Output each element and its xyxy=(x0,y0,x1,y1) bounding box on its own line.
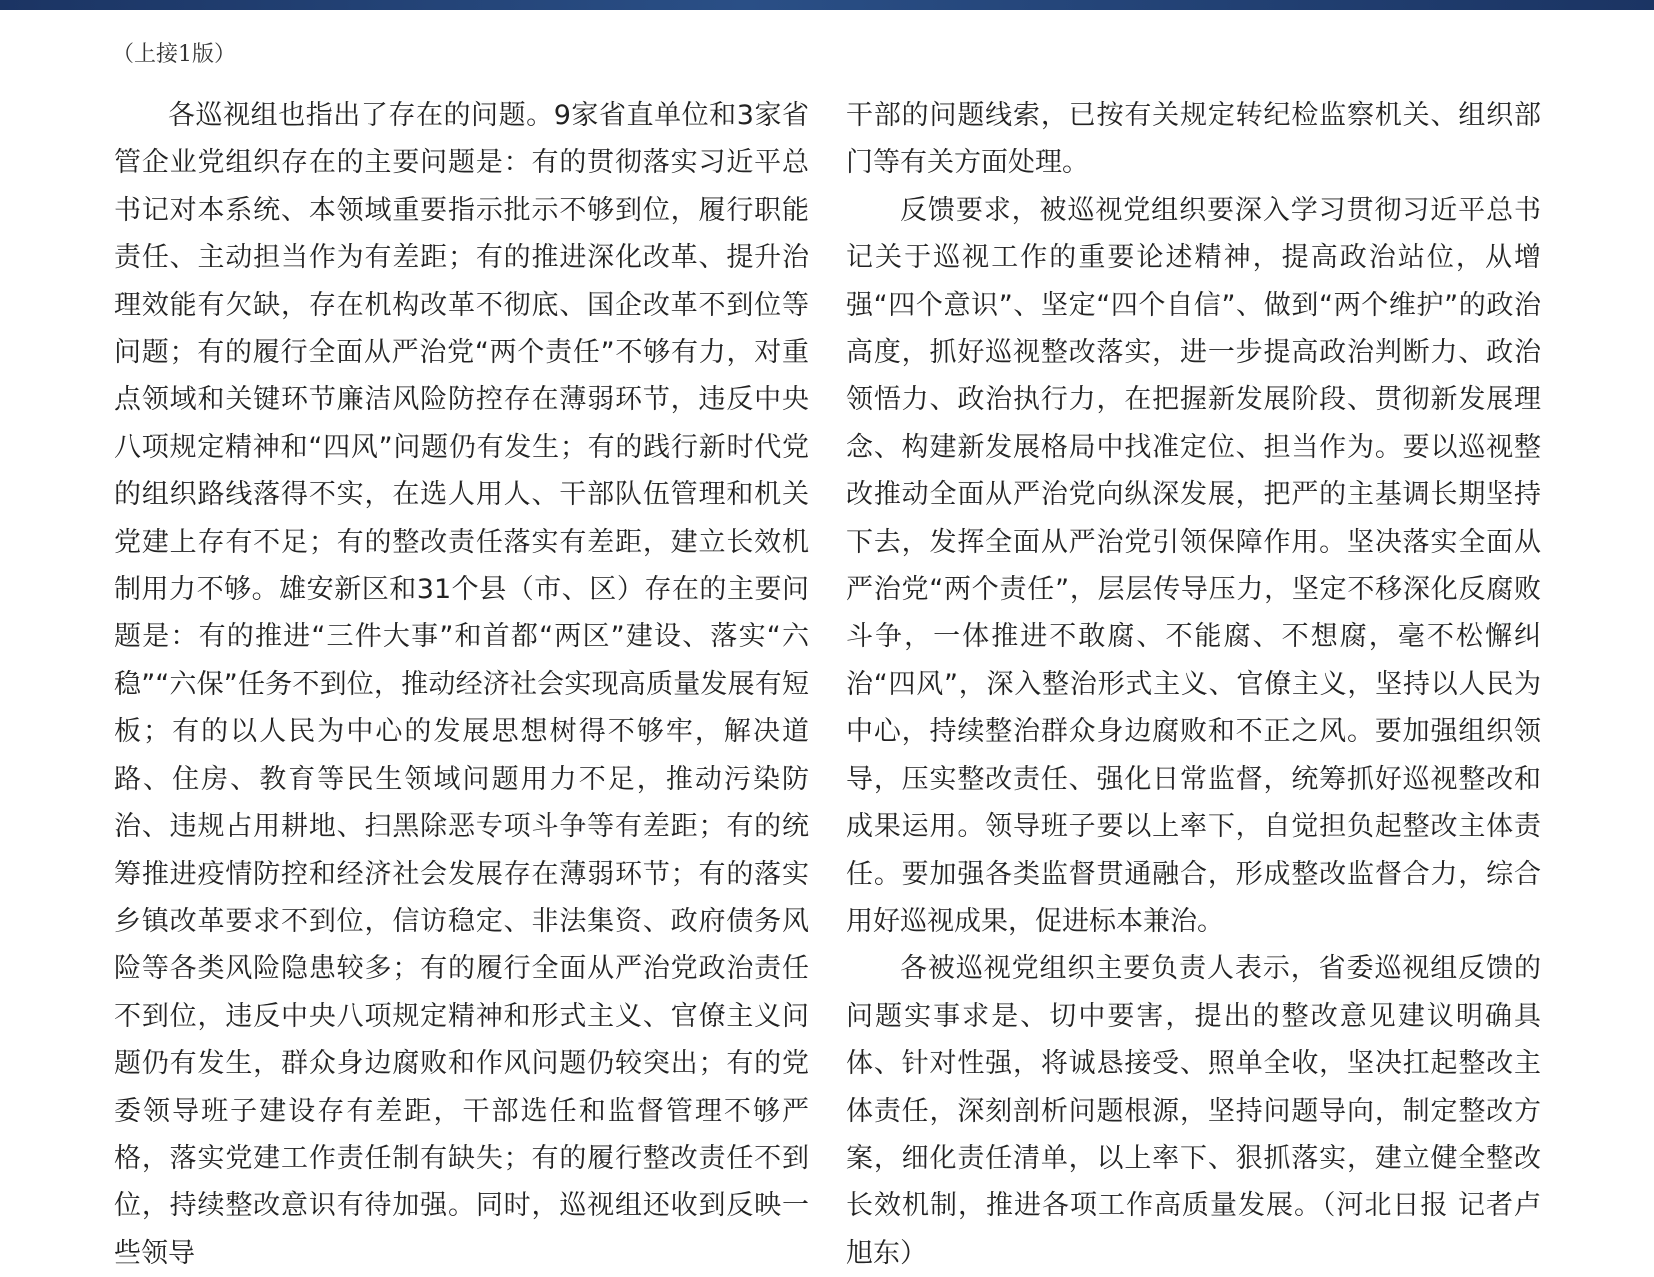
article-paragraph-continued: 干部的问题线索，已按有关规定转纪检监察机关、组织部门等有关方面处理。 xyxy=(846,100,1541,179)
article-paragraph: 各被巡视党组织主要负责人表示，省委巡视组反馈的问题实事求是、切中要害，提出的整改意见建议明确具体、针对性强，将诚恳接受、照单全收，坚决扛起整改主体责任，深刻剖析问题根源，坚持问题导向，制定整改方案，细化责任清单，以上率下、狠抓落实，建立健全整改长效机制，推进各项工作高质量发展。（河北日报 记者卢旭东） xyxy=(846,953,1541,1269)
top-color-bar xyxy=(0,0,1654,10)
article-column-right xyxy=(846,92,1541,1277)
continuation-note: （上接1版） xyxy=(112,42,236,67)
article-paragraph: 反馈要求，被巡视党组织要深入学习贯彻习近平总书记关于巡视工作的重要论述精神，提高政治站位，从增强“四个意识”、坚定“四个自信”、做到“两个维护”的政治高度，抓好巡视整改落实，进一步提高政治判断力、政治领悟力、政治执行力，在把握新发展阶段、贯彻新发展理念、构建新发展格局中找准定位、担当作为。要以巡视整改推动全面从严治党向纵深发展，把严的主基调长期坚持下去，发挥全面从严治党引领保障作用。坚决落实全面从严治党“两个责任”，层层传导压力，坚定不移深化反腐败斗争，一体推进不敢腐、不能腐、不想腐，毫不松懈纠治“四风”，深入整治形式主义、官僚主义，坚持以人民为中心，持续整治群众身边腐败和不正之风。要加强组织领导，压实整改责任、强化日常监督，统筹抓好巡视整改和成果运用。领导班子要以上率下，自觉担负起整改主体责任。要加强各类监督贯通融合，形成整改监督合力，综合用好巡视成果，促进标本兼治。 xyxy=(846,194,1541,937)
article-paragraph: 各巡视组也指出了存在的问题。9家省直单位和3家省管企业党组织存在的主要问题是：有的贯彻落实习近平总书记对本系统、本领域重要指示批示不够到位，履行职能责任、主动担当作为有差距；有的推进深化改革、提升治理效能有欠缺，存在机构改革不彻底、国企改革不到位等问题；有的履行全面从严治党“两个责任”不够有力，对重点领域和关键环节廉洁风险防控存在薄弱环节，违反中央八项规定精神和“四风”问题仍有发生；有的践行新时代党的组织路线落得不实，在选人用人、干部队伍管理和机关党建上存有不足；有的整改责任落实有差距，建立长效机制用力不够。雄安新区和31个县（市、区）存在的主要问题是：有的推进“三件大事”和首都“两区”建设、落实“六稳”“六保”任务不到位，推动经济社会实现高质量发展有短板；有的以人民为中心的发展思想树得不够牢，解决道路、住房、教育等民生领域问题用力不足，推动污染防治、违规占用耕地、扫黑除恶专项斗争等有差距；有的统筹推进疫情防控和经济社会发展存在薄弱环节；有的落实乡镇改革要求不到位，信访稳定、非法集资、政府债务风险等各类风险隐患较多；有的履行全面从严治党政治责任不到位，违反中央八项规定精神和形式主义、官僚主义问题仍有发生，群众身边腐败和作风问题仍较突出；有的党委领导班子建设存有差距，干部选任和监督管理不够严格，落实党建工作责任制有缺失；有的履行整改责任不到位，持续整改意识有待加强。同时，巡视组还收到反映一些领导 xyxy=(114,100,809,1269)
article-column-left xyxy=(114,92,809,1277)
